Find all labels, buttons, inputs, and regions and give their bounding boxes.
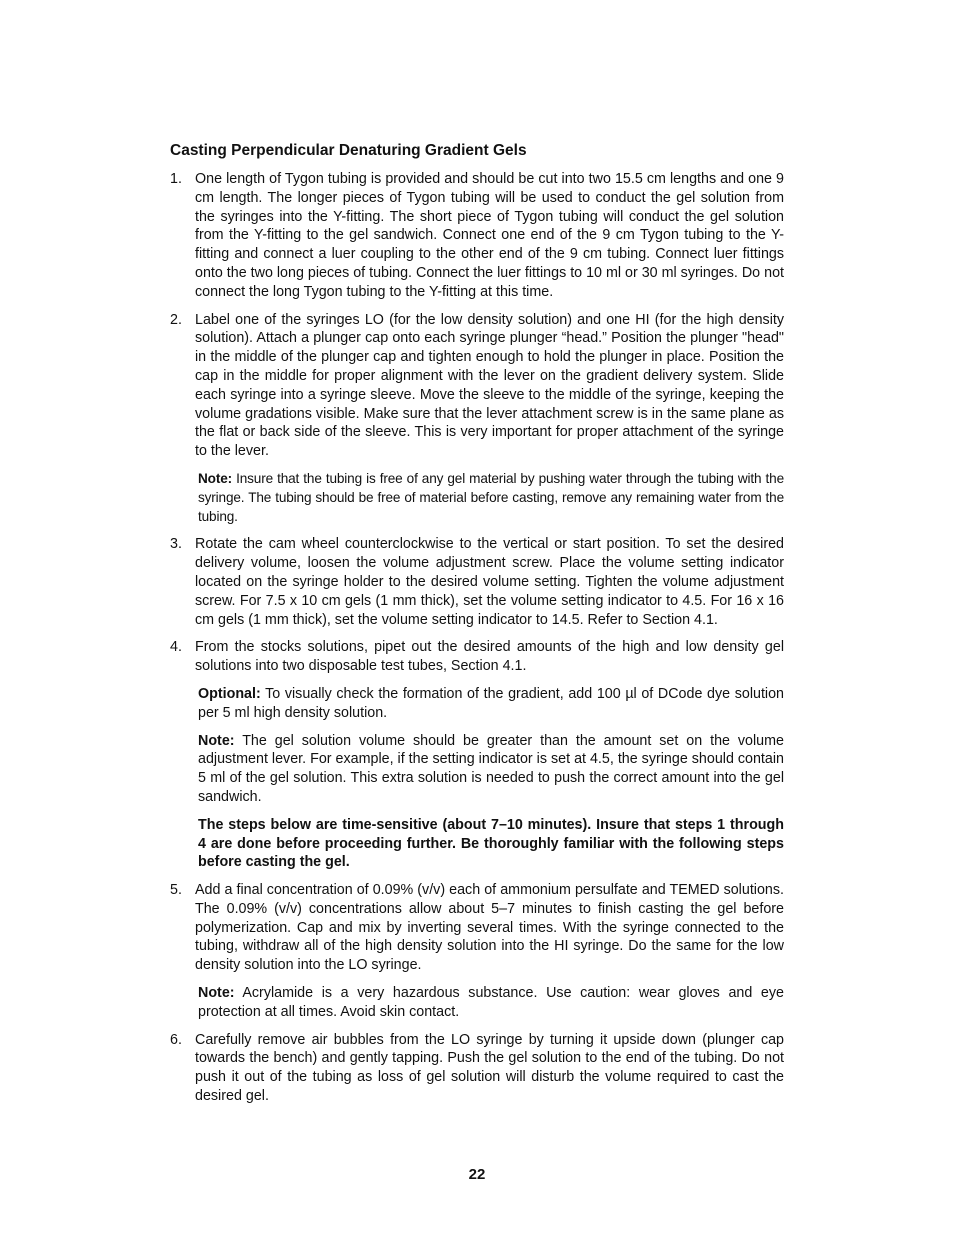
note-volume bbox=[198, 732, 784, 807]
step-1 bbox=[170, 170, 784, 302]
note-text: The gel solution volume should be greater than the amount set on the volume adjustment lever. For example, if the setting indicator is set at 4.5, the syringe should contain 5 ml of the gel solution. This extra solution is needed to push the correct amount into the gel sandwich. bbox=[198, 732, 784, 805]
step-text: From the stocks solutions, pipet out the desired amounts of the high and low density gel solutions into two disposable test tubes, Section 4.1. bbox=[195, 639, 784, 675]
time-sensitive-warning: The steps below are time-sensitive (about 7–10 minutes). Insure that steps 1 through 4 are done before proceeding further. Be thoroughly familiar with the following steps before casting the gel. bbox=[198, 816, 784, 871]
note-tubing bbox=[198, 470, 784, 526]
step-3 bbox=[170, 535, 784, 629]
step-6 bbox=[170, 1031, 784, 1106]
step-number: 1. bbox=[170, 171, 182, 187]
step-text: Add a final concentration of 0.09% (v/v) each of ammonium persulfate and TEMED solutions. The 0.09% (v/v) concentrations allow about 5–7 minutes to finish casting the gel before polymerization. Cap and mix by inverting several times. With the syringe connected to the tubing, withdraw all of the high density solution into the HI syringe. Do the same for the low density solution into the LO syringe. bbox=[195, 882, 784, 974]
step-number: 6. bbox=[170, 1031, 182, 1048]
note-text: Insure that the tubing is free of any gel material by pushing water through the tubing with the syringe. The tubing should be free of material before casting, remove any remaining water from the tubing. bbox=[198, 470, 784, 524]
note-label: Note: bbox=[198, 732, 235, 749]
step-2 bbox=[170, 311, 784, 461]
step-number: 5. bbox=[170, 882, 182, 899]
note-acrylamide bbox=[198, 984, 784, 1022]
instructions-body bbox=[170, 170, 784, 1115]
note-label: Note: bbox=[198, 985, 235, 1002]
step-number: 3. bbox=[170, 536, 182, 553]
step-text: Carefully remove air bubbles from the LO syringe by turning it upside down (plunger cap towards the bench) and gently tapping. Push the gel solution to the end of the tubing. Do not push it out of the tubing as loss of gel solution will disturb the volume required to cast the desired gel. bbox=[195, 1031, 784, 1105]
step-5 bbox=[170, 881, 784, 975]
step-text: Rotate the cam wheel counterclockwise to the vertical or start position. To set the desired delivery volume, loosen the volume adjustment screw. Place the volume setting indicator located on the syringe holder to the desired volume setting. Tighten the volume adjustment screw. For 7.5 x 10 cm gels (1 mm thick), set the volume setting indicator to 4.5. For 16 x 16 cm gels (1 mm thick), set the volume setting indicator to 14.5. Refer to Section 4.1. bbox=[195, 536, 784, 628]
note-label: Note: bbox=[198, 470, 232, 486]
note-optional bbox=[198, 685, 784, 723]
note-text: Acrylamide is a very hazardous substance. Use caution: wear gloves and eye protection at all times. Avoid skin contact. bbox=[198, 985, 784, 1020]
note-text: To visually check the formation of the gradient, add 100 µl of DCode dye solution per 5 ml high density solution. bbox=[198, 685, 784, 721]
step-text: One length of Tygon tubing is provided and should be cut into two 15.5 cm lengths and one 9 cm length. The longer pieces of Tygon tubing will be used to conduct the gel solution from the syringes into the Y-fitting. The short piece of Tygon tubing will conduct the gel solution from the Y-fitting to the gel sandwich. Connect one end of the 9 cm Tygon tubing to the Y-fitting and connect a luer coupling to the other end of the 9 cm tubing. Connect luer fittings onto the two long pieces of tubing. Connect the luer fittings to 10 ml or 30 ml syringes. Do not connect the long Tygon tubing to the Y-fitting at this time. bbox=[195, 171, 784, 300]
step-number: 2. bbox=[170, 311, 182, 328]
step-4 bbox=[170, 638, 784, 676]
note-label: Optional: bbox=[198, 685, 261, 702]
page-number: 22 bbox=[468, 1166, 486, 1183]
step-number: 4. bbox=[170, 639, 182, 656]
section-title: Casting Perpendicular Denaturing Gradient Gels bbox=[170, 142, 527, 159]
step-text: Label one of the syringes LO (for the low density solution) and one HI (for the high density solution). Attach a plunger cap onto each syringe plunger “head.” Position the plunger "head" in the middle of the plunger cap and tighten enough to hold the plunger in place. Position the cap in the middle for proper alignment with the lever on the gradient delivery system. Slide each syringe into a syringe sleeve. Move the sleeve to the middle of the syringe, keeping the volume gradations visible. Make sure that the lever attachment screw is in the same plane as the flat or back side of the sleeve. This is very important for proper attachment of the syringe to the lever. bbox=[195, 311, 784, 460]
